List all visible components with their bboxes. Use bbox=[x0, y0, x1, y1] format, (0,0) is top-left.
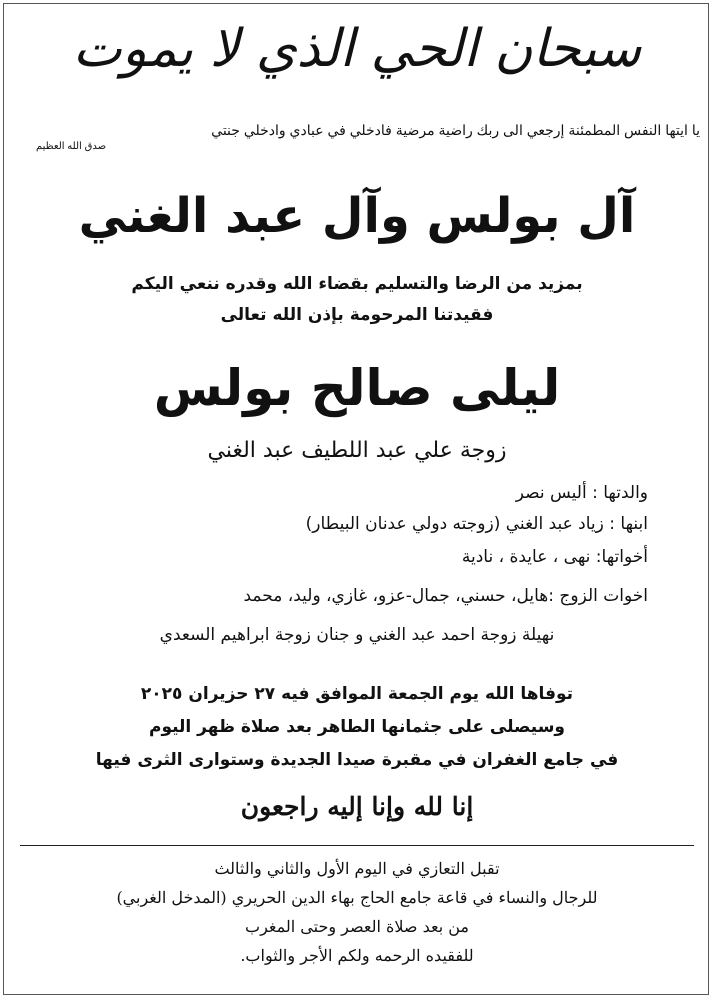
closing-phrase: إنا لله وإنا إليه راجعون bbox=[240, 792, 474, 821]
intro-text bbox=[0, 269, 714, 331]
condolences-line-2: للرجال والنساء في قاعة جامع الحاج بهاء الدين الحريري (المدخل الغربي) bbox=[116, 888, 598, 907]
condolences-details bbox=[0, 854, 714, 970]
deceased-spouse: زوجة علي عبد اللطيف عبد الغني bbox=[207, 438, 507, 463]
verse-reference: صدق الله العظيم bbox=[36, 141, 107, 152]
divider-line bbox=[20, 845, 694, 846]
condolences-line-3: من بعد صلاة العصر وحتى المغرب bbox=[245, 917, 469, 936]
relative-sisters: أخواتها: نهى ، عايدة ، نادية bbox=[461, 547, 648, 567]
funeral-line-3: في جامع الغفران في مقبرة صيدا الجديدة وستوارى الثرى فيها bbox=[95, 750, 619, 770]
condolences-line-1: تقبل التعازي في اليوم الأول والثاني والثالث bbox=[214, 859, 500, 878]
quran-verse: يا ايتها النفس المطمئنة إرجعي الى ربك راضية مرضية فادخلي في عبادي وادخلي جنتي bbox=[211, 122, 700, 138]
funeral-line-2: وسيصلى على جثمانها الطاهر بعد صلاة ظهر اليوم bbox=[148, 717, 566, 737]
funeral-details bbox=[0, 678, 714, 777]
calligraphy-header: سبحان الحي الذي لا يموت bbox=[72, 19, 642, 79]
relative-husband-siblings-2: نهيلة زوجة احمد عبد الغني و جنان زوجة ابراهيم السعدي bbox=[159, 625, 555, 645]
intro-line-1: بمزيد من الرضا والتسليم بقضاء الله وقدره ننعي اليكم bbox=[131, 274, 583, 294]
relative-husband-siblings: اخوات الزوج :هايل، حسني، جمال-عزو، غازي، وليد، محمد bbox=[243, 586, 648, 606]
relative-son: ابنها : زياد عبد الغني (زوجته دولي عدنان البيطار) bbox=[305, 514, 648, 534]
funeral-line-1: توفاها الله يوم الجمعة الموافق فيه ٢٧ حزيران ٢٠٢٥ bbox=[140, 684, 574, 704]
deceased-name: ليلى صالح بولس bbox=[153, 359, 561, 417]
relative-mother: والدتها : أليس نصر bbox=[515, 483, 648, 503]
condolences-line-4: للفقيده الرحمه ولكم الأجر والثواب. bbox=[240, 946, 474, 965]
families-title: آل بولس وآل عبد الغني bbox=[78, 188, 636, 244]
intro-line-2: فقيدتنا المرحومة بإذن الله تعالى bbox=[220, 305, 494, 325]
